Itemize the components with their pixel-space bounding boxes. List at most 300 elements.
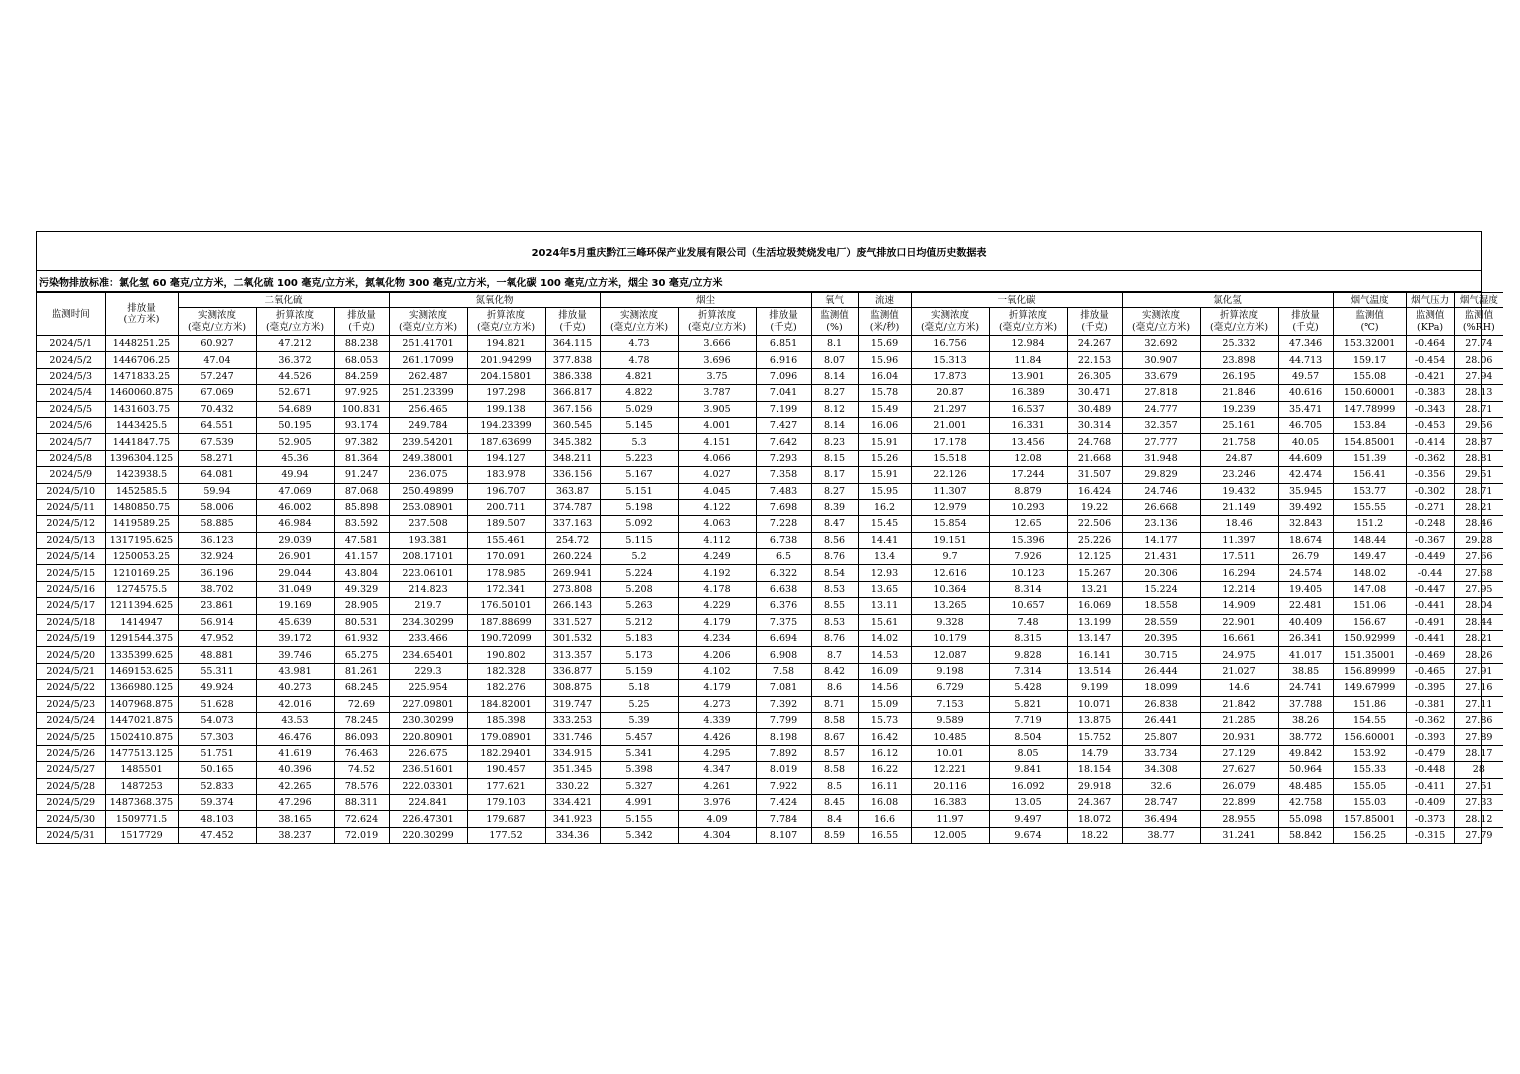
date-cell: 2024/5/14 (37, 549, 105, 565)
value-cell: 55.098 (1278, 811, 1333, 827)
value-cell: 8.198 (756, 729, 811, 745)
table-body (37, 336, 1503, 844)
value-cell: 236.51601 (389, 762, 467, 778)
value-cell: 5.342 (600, 827, 678, 843)
value-cell: 39.172 (256, 631, 334, 647)
value-cell: 22.899 (1200, 794, 1278, 810)
value-cell: 6.5 (756, 549, 811, 565)
header-sub: 实测浓度 (毫克/立方米) (178, 308, 256, 336)
value-cell: 237.508 (389, 516, 467, 532)
value-cell: 1414947 (105, 614, 178, 630)
value-cell: 32.843 (1278, 516, 1333, 532)
value-cell: 8.56 (811, 532, 858, 548)
value-cell: 24.87 (1200, 450, 1278, 466)
value-cell: 7.892 (756, 745, 811, 761)
value-cell: 19.239 (1200, 401, 1278, 417)
table-row (37, 729, 1503, 745)
value-cell: 1446706.25 (105, 352, 178, 368)
value-cell: 64.551 (178, 417, 256, 433)
value-cell: 364.115 (545, 336, 600, 352)
value-cell: 20.306 (1122, 565, 1200, 581)
date-cell: 2024/5/28 (37, 778, 105, 794)
value-cell: 12.214 (1200, 581, 1278, 597)
value-cell: 253.08901 (389, 499, 467, 515)
value-cell: 10.01 (911, 745, 989, 761)
value-cell: 23.898 (1200, 352, 1278, 368)
table-row (37, 417, 1503, 433)
value-cell: 7.153 (911, 696, 989, 712)
table-row (37, 680, 1503, 696)
header-sub: 折算浓度 (毫克/立方米) (989, 308, 1067, 336)
value-cell: 147.08 (1333, 581, 1406, 597)
value-cell: 7.48 (989, 614, 1067, 630)
date-cell: 2024/5/4 (37, 385, 105, 401)
value-cell: 5.428 (989, 680, 1067, 696)
value-cell: 38.772 (1278, 729, 1333, 745)
value-cell: 16.756 (911, 336, 989, 352)
value-cell: 27.89 (1454, 729, 1503, 745)
value-cell: 31.241 (1200, 827, 1278, 843)
value-cell: 234.65401 (389, 647, 467, 663)
table-row (37, 565, 1503, 581)
value-cell: 38.26 (1278, 712, 1333, 728)
value-cell: 147.78999 (1333, 401, 1406, 417)
value-cell: 15.69 (858, 336, 911, 352)
value-cell: 41.619 (256, 745, 334, 761)
value-cell: 28.71 (1454, 483, 1503, 499)
value-cell: 41.017 (1278, 647, 1333, 663)
header-sub: 排放量 (千克) (1067, 308, 1122, 336)
value-cell: 24.741 (1278, 680, 1333, 696)
value-cell: 29.28 (1454, 532, 1503, 548)
value-cell: 7.199 (756, 401, 811, 417)
value-cell: 4.027 (678, 467, 756, 483)
date-cell: 2024/5/24 (37, 712, 105, 728)
value-cell: 72.624 (334, 811, 389, 827)
value-cell: 16.06 (858, 417, 911, 433)
value-cell: 6.376 (756, 598, 811, 614)
value-cell: 177.621 (467, 778, 545, 794)
table-row (37, 336, 1503, 352)
value-cell: 366.817 (545, 385, 600, 401)
value-cell: 14.53 (858, 647, 911, 663)
value-cell: 21.149 (1200, 499, 1278, 515)
value-cell: 153.84 (1333, 417, 1406, 433)
header-group: 烟气温度 (1333, 293, 1406, 308)
date-cell: 2024/5/31 (37, 827, 105, 843)
value-cell: 39.492 (1278, 499, 1333, 515)
value-cell: 97.382 (334, 434, 389, 450)
value-cell: 21.668 (1067, 450, 1122, 466)
table-row (37, 778, 1503, 794)
value-cell: 9.841 (989, 762, 1067, 778)
header-sub: 监测值 (℃) (1333, 308, 1406, 336)
value-cell: -0.393 (1406, 729, 1454, 745)
value-cell: 23.246 (1200, 467, 1278, 483)
value-cell: 58.006 (178, 499, 256, 515)
value-cell: 1502410.875 (105, 729, 178, 745)
date-cell: 2024/5/27 (37, 762, 105, 778)
value-cell: 5.39 (600, 712, 678, 728)
value-cell: 24.267 (1067, 336, 1122, 352)
value-cell: 5.173 (600, 647, 678, 663)
table-row (37, 811, 1503, 827)
value-cell: -0.421 (1406, 368, 1454, 384)
value-cell: 19.151 (911, 532, 989, 548)
value-cell: 13.901 (989, 368, 1067, 384)
value-cell: -0.453 (1406, 417, 1454, 433)
value-cell: 159.17 (1333, 352, 1406, 368)
value-cell: 386.338 (545, 368, 600, 384)
value-cell: 8.7 (811, 647, 858, 663)
value-cell: 54.689 (256, 401, 334, 417)
value-cell: 29.829 (1122, 467, 1200, 483)
value-cell: -0.469 (1406, 647, 1454, 663)
value-cell: 3.787 (678, 385, 756, 401)
value-cell: 25.161 (1200, 417, 1278, 433)
value-cell: 24.746 (1122, 483, 1200, 499)
value-cell: 28.905 (334, 598, 389, 614)
header-sub: 实测浓度 (毫克/立方米) (911, 308, 989, 336)
value-cell: 333.253 (545, 712, 600, 728)
value-cell: 14.56 (858, 680, 911, 696)
value-cell: 334.36 (545, 827, 600, 843)
value-cell: 7.041 (756, 385, 811, 401)
value-cell: 351.345 (545, 762, 600, 778)
value-cell: 50.165 (178, 762, 256, 778)
value-cell: 22.126 (911, 467, 989, 483)
table-row (37, 385, 1503, 401)
value-cell: -0.248 (1406, 516, 1454, 532)
date-cell: 2024/5/2 (37, 352, 105, 368)
value-cell: 184.82001 (467, 696, 545, 712)
value-cell: 14.79 (1067, 745, 1122, 761)
value-cell: 261.17099 (389, 352, 467, 368)
value-cell: 13.05 (989, 794, 1067, 810)
value-cell: 6.694 (756, 631, 811, 647)
value-cell: 4.261 (678, 778, 756, 794)
value-cell: 28.06 (1454, 352, 1503, 368)
value-cell: 262.487 (389, 368, 467, 384)
table-row (37, 598, 1503, 614)
value-cell: 26.901 (256, 549, 334, 565)
value-cell: 1487253 (105, 778, 178, 794)
value-cell: 16.141 (1067, 647, 1122, 663)
value-cell: -0.409 (1406, 794, 1454, 810)
value-cell: 8.67 (811, 729, 858, 745)
value-cell: 9.589 (911, 712, 989, 728)
value-cell: 7.081 (756, 680, 811, 696)
date-cell: 2024/5/7 (37, 434, 105, 450)
value-cell: 187.88699 (467, 614, 545, 630)
date-cell: 2024/5/6 (37, 417, 105, 433)
value-cell: 10.657 (989, 598, 1067, 614)
table-row (37, 368, 1503, 384)
value-cell: 16.55 (858, 827, 911, 843)
header-sub: 折算浓度 (毫克/立方米) (467, 308, 545, 336)
value-cell: 179.687 (467, 811, 545, 827)
table-row (37, 631, 1503, 647)
value-cell: 13.65 (858, 581, 911, 597)
value-cell: 72.019 (334, 827, 389, 843)
value-cell: 5.145 (600, 417, 678, 433)
value-cell: 155.55 (1333, 499, 1406, 515)
value-cell: 12.08 (989, 450, 1067, 466)
value-cell: 7.784 (756, 811, 811, 827)
value-cell: 170.091 (467, 549, 545, 565)
value-cell: 9.328 (911, 614, 989, 630)
value-cell: 1477513.125 (105, 745, 178, 761)
value-cell: 21.846 (1200, 385, 1278, 401)
value-cell: 58.885 (178, 516, 256, 532)
table-row (37, 712, 1503, 728)
value-cell: 76.463 (334, 745, 389, 761)
value-cell: 21.027 (1200, 663, 1278, 679)
value-cell: 8.879 (989, 483, 1067, 499)
value-cell: 10.364 (911, 581, 989, 597)
table-row (37, 434, 1503, 450)
value-cell: 8.15 (811, 450, 858, 466)
header-sub: 排放量 (千克) (756, 308, 811, 336)
value-cell: 4.102 (678, 663, 756, 679)
value-cell: -0.465 (1406, 663, 1454, 679)
header-sub: 监测值 (米/秒) (858, 308, 911, 336)
value-cell: 20.116 (911, 778, 989, 794)
value-cell: 22.506 (1067, 516, 1122, 532)
value-cell: 8.47 (811, 516, 858, 532)
value-cell: 4.001 (678, 417, 756, 433)
value-cell: 24.768 (1067, 434, 1122, 450)
value-cell: 35.471 (1278, 401, 1333, 417)
value-cell: 12.65 (989, 516, 1067, 532)
value-cell: -0.414 (1406, 434, 1454, 450)
value-cell: 176.50101 (467, 598, 545, 614)
value-cell: 7.642 (756, 434, 811, 450)
value-cell: 236.075 (389, 467, 467, 483)
value-cell: 12.616 (911, 565, 989, 581)
value-cell: 182.328 (467, 663, 545, 679)
value-cell: 28.04 (1454, 598, 1503, 614)
value-cell: 21.842 (1200, 696, 1278, 712)
value-cell: 341.923 (545, 811, 600, 827)
value-cell: 18.072 (1067, 811, 1122, 827)
table-row (37, 762, 1503, 778)
value-cell: 15.26 (858, 450, 911, 466)
value-cell: 16.08 (858, 794, 911, 810)
value-cell: 1396304.125 (105, 450, 178, 466)
value-cell: 21.001 (911, 417, 989, 433)
value-cell: 260.224 (545, 549, 600, 565)
history-data-table (37, 292, 1503, 843)
value-cell: 26.195 (1200, 368, 1278, 384)
value-cell: 5.18 (600, 680, 678, 696)
value-cell: 12.087 (911, 647, 989, 663)
value-cell: 19.405 (1278, 581, 1333, 597)
value-cell: 47.452 (178, 827, 256, 843)
value-cell: 5.457 (600, 729, 678, 745)
date-cell: 2024/5/17 (37, 598, 105, 614)
value-cell: 8.17 (811, 467, 858, 483)
header-sub: 排放量 (千克) (334, 308, 389, 336)
value-cell: 360.545 (545, 417, 600, 433)
value-cell: 7.799 (756, 712, 811, 728)
value-cell: 153.32001 (1333, 336, 1406, 352)
value-cell: 6.851 (756, 336, 811, 352)
value-cell: 9.198 (911, 663, 989, 679)
value-cell: 51.628 (178, 696, 256, 712)
value-cell: 13.147 (1067, 631, 1122, 647)
value-cell: 249.38001 (389, 450, 467, 466)
value-cell: 4.045 (678, 483, 756, 499)
value-cell: 18.099 (1122, 680, 1200, 696)
table-row (37, 647, 1503, 663)
value-cell: 25.332 (1200, 336, 1278, 352)
value-cell: 256.465 (389, 401, 467, 417)
value-cell: 250.49899 (389, 483, 467, 499)
value-cell: 4.821 (600, 368, 678, 384)
value-cell: 87.068 (334, 483, 389, 499)
value-cell: 28.71 (1454, 401, 1503, 417)
value-cell: 93.174 (334, 417, 389, 433)
value-cell: 16.069 (1067, 598, 1122, 614)
date-cell: 2024/5/8 (37, 450, 105, 466)
value-cell: 40.273 (256, 680, 334, 696)
header-time: 监测时间 (37, 293, 105, 336)
value-cell: 22.481 (1278, 598, 1333, 614)
value-cell: 19.22 (1067, 499, 1122, 515)
value-cell: 30.314 (1067, 417, 1122, 433)
value-cell: 52.671 (256, 385, 334, 401)
value-cell: 6.738 (756, 532, 811, 548)
value-cell: 8.76 (811, 631, 858, 647)
value-cell: 15.224 (1122, 581, 1200, 597)
date-cell: 2024/5/26 (37, 745, 105, 761)
value-cell: 13.11 (858, 598, 911, 614)
value-cell: 22.153 (1067, 352, 1122, 368)
value-cell: 48.881 (178, 647, 256, 663)
value-cell: 254.72 (545, 532, 600, 548)
value-cell: 12.005 (911, 827, 989, 843)
value-cell: 227.09801 (389, 696, 467, 712)
value-cell: 5.029 (600, 401, 678, 417)
value-cell: 30.471 (1067, 385, 1122, 401)
value-cell: 30.715 (1122, 647, 1200, 663)
value-cell: 6.916 (756, 352, 811, 368)
value-cell: 5.208 (600, 581, 678, 597)
value-cell: 331.746 (545, 729, 600, 745)
value-cell: 88.311 (334, 794, 389, 810)
value-cell: 28 (1454, 762, 1503, 778)
date-cell: 2024/5/30 (37, 811, 105, 827)
header-group: 氧气 (811, 293, 858, 308)
value-cell: 8.76 (811, 549, 858, 565)
value-cell: 179.103 (467, 794, 545, 810)
value-cell: 7.424 (756, 794, 811, 810)
value-cell: 200.711 (467, 499, 545, 515)
value-cell: 8.58 (811, 762, 858, 778)
value-cell: 4.151 (678, 434, 756, 450)
value-cell: 14.02 (858, 631, 911, 647)
value-cell: 47.346 (1278, 336, 1333, 352)
value-cell: 251.41701 (389, 336, 467, 352)
value-cell: 32.692 (1122, 336, 1200, 352)
header-sub: 折算浓度 (毫克/立方米) (1200, 308, 1278, 336)
value-cell: 1487368.375 (105, 794, 178, 810)
value-cell: 226.675 (389, 745, 467, 761)
value-cell: 28.21 (1454, 631, 1503, 647)
value-cell: 1469153.625 (105, 663, 178, 679)
value-cell: 7.375 (756, 614, 811, 630)
value-cell: -0.411 (1406, 778, 1454, 794)
value-cell: 10.293 (989, 499, 1067, 515)
value-cell: 28.44 (1454, 614, 1503, 630)
value-cell: 26.668 (1122, 499, 1200, 515)
value-cell: 18.22 (1067, 827, 1122, 843)
value-cell: 10.123 (989, 565, 1067, 581)
value-cell: 50.195 (256, 417, 334, 433)
value-cell: 17.873 (911, 368, 989, 384)
value-cell: 8.39 (811, 499, 858, 515)
value-cell: 32.357 (1122, 417, 1200, 433)
value-cell: 35.945 (1278, 483, 1333, 499)
value-cell: 3.976 (678, 794, 756, 810)
value-cell: 20.931 (1200, 729, 1278, 745)
header-group: 二氧化硫 (178, 293, 389, 308)
sheet-title: 2024年5月重庆黔江三峰环保产业发展有限公司（生活垃圾焚烧发电厂）废气排放口日均值历史数据表 (37, 232, 1481, 271)
value-cell: 61.932 (334, 631, 389, 647)
value-cell: 84.259 (334, 368, 389, 384)
table-row (37, 663, 1503, 679)
value-cell: 5.167 (600, 467, 678, 483)
value-cell: 27.777 (1122, 434, 1200, 450)
value-cell: 97.925 (334, 385, 389, 401)
value-cell: 8.53 (811, 614, 858, 630)
value-cell: 48.103 (178, 811, 256, 827)
value-cell: 9.828 (989, 647, 1067, 663)
value-cell: -0.441 (1406, 598, 1454, 614)
value-cell: -0.367 (1406, 532, 1454, 548)
value-cell: 23.136 (1122, 516, 1200, 532)
value-cell: 83.592 (334, 516, 389, 532)
value-cell: 5.183 (600, 631, 678, 647)
value-cell: 16.661 (1200, 631, 1278, 647)
value-cell: 193.381 (389, 532, 467, 548)
value-cell: 25.226 (1067, 532, 1122, 548)
value-cell: 27.91 (1454, 663, 1503, 679)
value-cell: 156.25 (1333, 827, 1406, 843)
value-cell: 57.247 (178, 368, 256, 384)
value-cell: 1517729 (105, 827, 178, 843)
value-cell: 1471833.25 (105, 368, 178, 384)
value-cell: 68.053 (334, 352, 389, 368)
value-cell: 155.03 (1333, 794, 1406, 810)
value-cell: 196.707 (467, 483, 545, 499)
value-cell: 363.87 (545, 483, 600, 499)
value-cell: 156.67 (1333, 614, 1406, 630)
value-cell: 1250053.25 (105, 549, 178, 565)
table-row (37, 614, 1503, 630)
value-cell: 178.985 (467, 565, 545, 581)
value-cell: 30.907 (1122, 352, 1200, 368)
value-cell: 1447021.875 (105, 712, 178, 728)
value-cell: 56.914 (178, 614, 256, 630)
value-cell: 16.331 (989, 417, 1067, 433)
value-cell: 64.081 (178, 467, 256, 483)
value-cell: 4.179 (678, 614, 756, 630)
value-cell: -0.447 (1406, 581, 1454, 597)
value-cell: 26.341 (1278, 631, 1333, 647)
value-cell: 16.424 (1067, 483, 1122, 499)
